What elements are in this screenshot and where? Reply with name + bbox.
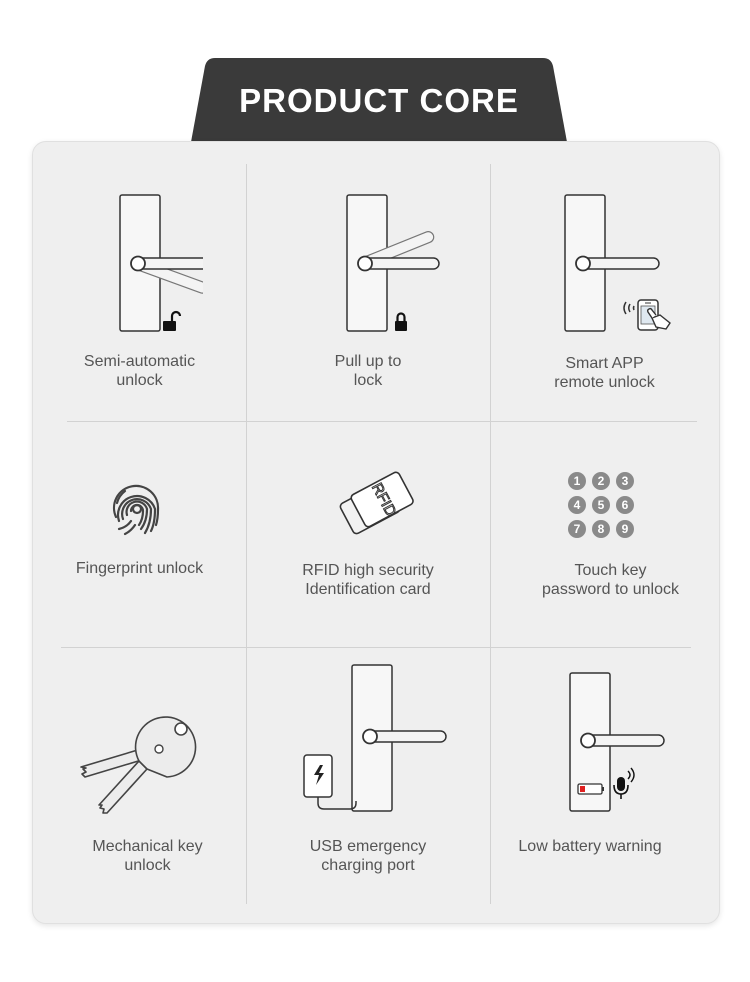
keypad-icon (568, 472, 648, 546)
keypad-key: 6 (616, 496, 634, 514)
keypad-key: 8 (592, 520, 610, 538)
keypad-key: 2 (592, 472, 610, 490)
page-title: PRODUCT CORE (239, 82, 519, 119)
fingerprint-icon (105, 477, 169, 541)
feature-label: Semi-automatic unlock (83, 353, 196, 389)
feature-label: Low battery warning (518, 838, 662, 855)
feature-smart-app (490, 142, 719, 421)
door-lock-handle-icon (566, 669, 696, 819)
keypad-key: 5 (592, 496, 610, 514)
keypad-key: 1 (568, 472, 586, 490)
rfid-card-text: RFID (367, 480, 400, 520)
microphone-icon (614, 768, 634, 799)
feature-usb-charging (246, 647, 490, 923)
feature-label: Pull up to lock (334, 353, 402, 389)
usb-powerbank-icon (302, 661, 452, 821)
feature-fingerprint (33, 421, 246, 647)
door-lock-handle-unlock-icon (103, 190, 203, 340)
phone-app-icon (622, 288, 676, 334)
feature-semi-automatic (33, 142, 246, 421)
feature-label: Mechanical key unlock (92, 838, 203, 874)
feature-pull-up-lock (246, 142, 490, 421)
feature-label: USB emergency charging port (309, 838, 427, 874)
feature-label: Fingerprint unlock (75, 560, 204, 577)
keypad-key: 4 (568, 496, 586, 514)
feature-touch-key (490, 421, 719, 647)
keypad-key: 9 (616, 520, 634, 538)
header-tab (191, 58, 567, 142)
feature-rfid (246, 421, 490, 647)
rfid-card-icon (333, 465, 419, 545)
feature-label: Touch key password to unlock (542, 562, 679, 598)
feature-label: Smart APP remote unlock (554, 355, 655, 391)
keypad-key: 3 (616, 472, 634, 490)
keys-icon (77, 701, 207, 821)
feature-mechanical-key (33, 647, 246, 923)
door-lock-handle-lock-icon (330, 190, 440, 340)
low-battery-icon (578, 784, 604, 794)
feature-label: RFID high security Identification card (302, 562, 434, 598)
keypad-key: 7 (568, 520, 586, 538)
features-card (32, 141, 720, 924)
feature-low-battery (490, 647, 719, 923)
